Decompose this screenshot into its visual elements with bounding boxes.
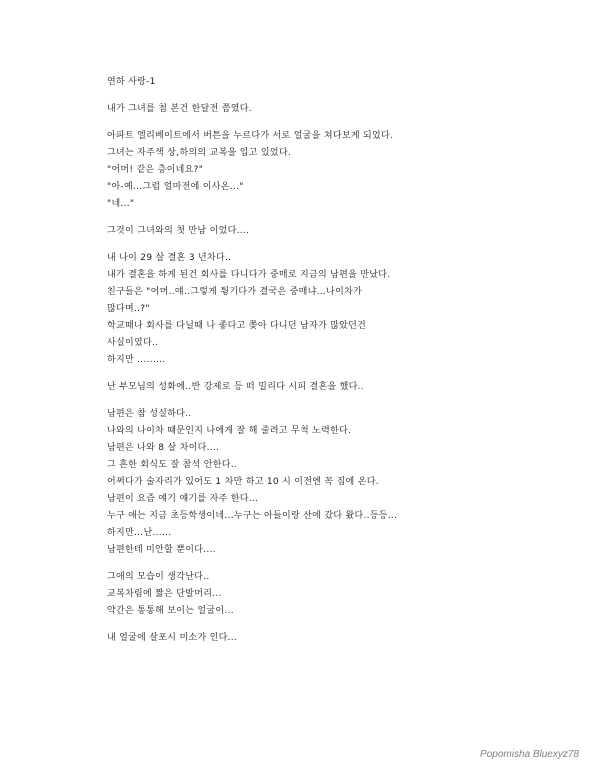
text-line: "아-예...그럼 얼마전에 이사온..." xyxy=(107,182,244,192)
document-title: 연하 사랑-1 xyxy=(107,77,156,87)
text-line: 내 얼굴에 살포시 미소가 인다... xyxy=(107,633,238,643)
paragraph-gap xyxy=(107,91,567,101)
text-line: 많다며..?" xyxy=(107,304,150,314)
text-line: 남편이 요즘 얘기 얘기를 자주 한다... xyxy=(107,494,259,504)
text-line: 그애의 모습이 생각난다.. xyxy=(107,572,210,582)
paragraph-gap xyxy=(107,396,567,406)
text-line: 교복차림에 짧은 단발머리... xyxy=(107,589,222,599)
text-line: 나와의 나이차 때문인지 나에게 잘 해 줄려고 무척 노력한다. xyxy=(107,426,352,436)
text-line: 아파트 엘리베이트에서 버튼을 누르다가 서로 얼굴을 쳐다보게 되었다. xyxy=(107,131,394,141)
text-line: 사실이였다.. xyxy=(107,338,159,348)
text-line: 내가 결혼을 하게 된건 회사를 다니다가 중매로 지금의 남편을 만났다. xyxy=(107,270,391,280)
text-line: 남편은 참 성실하다.. xyxy=(107,409,192,419)
paragraph-gap xyxy=(107,240,567,250)
text-line: "어머! 같은 층이네요?" xyxy=(107,165,204,175)
text-line: 난 부모님의 성화에..반 강제로 등 떠 밀리다 시피 결혼을 했다.. xyxy=(107,382,364,392)
text-line: 학교때나 회사를 다닐때 나 좋다고 쫒아 다니던 남자가 많았던건 xyxy=(107,321,367,331)
watermark: Popomisha Bluexyz78 xyxy=(480,749,579,760)
text-line: 그녀는 자주색 상,하의의 교복을 입고 있었다. xyxy=(107,148,292,158)
text-line: 그 흔한 회식도 잘 참석 안한다.. xyxy=(107,460,238,470)
text-line: 약간은 통통해 보이는 얼굴이... xyxy=(107,606,234,616)
paragraph-gap xyxy=(107,118,567,128)
text-line: 그것이 그녀와의 첫 만남 이었다.... xyxy=(107,226,250,236)
text-line: 내 나이 29 살 결혼 3 년차다.. xyxy=(107,253,232,263)
paragraph-gap xyxy=(107,213,567,223)
text-line: 어쩌다가 술자리가 있어도 1 차만 하고 10 시 이전엔 꼭 집에 온다. xyxy=(107,477,379,487)
document-body xyxy=(107,74,567,647)
text-line: 하지만 ......... xyxy=(107,355,166,365)
paragraph-gap xyxy=(107,369,567,379)
text-line: 남편은 나와 8 살 차이다.... xyxy=(107,443,220,453)
text-line: 내가 그녀를 첨 본건 한달전 쯤였다. xyxy=(107,104,252,114)
paragraph-gap xyxy=(107,620,567,630)
text-line: 누구 애는 지금 초등학생이네...누구는 아들이랑 산에 갔다 왔다..등등... xyxy=(107,511,398,521)
paragraph-gap xyxy=(107,559,567,569)
text-line: 남편한테 미안할 뿐이다.... xyxy=(107,545,216,555)
text-line: 하지만...난...... xyxy=(107,528,172,538)
text-line: 친구들은 "어머..얘..그렇게 튕기다가 결국은 중매냐...나이차가 xyxy=(107,287,363,297)
text-line: "네..." xyxy=(107,199,135,209)
